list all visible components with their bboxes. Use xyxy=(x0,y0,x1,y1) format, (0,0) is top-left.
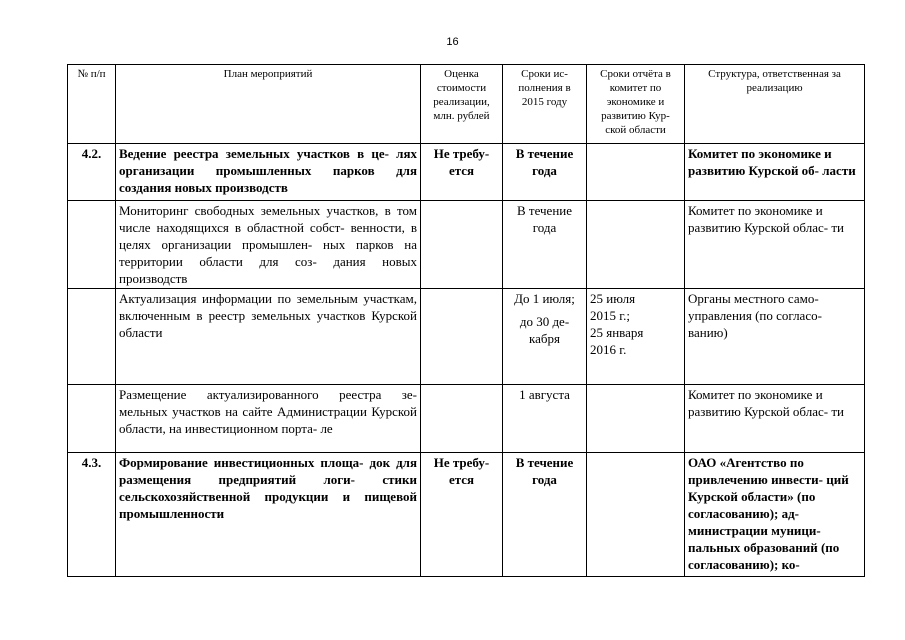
header-deadline: Сроки ис- полнения в 2015 году xyxy=(503,65,587,144)
report-year-1: 2015 г.; xyxy=(590,308,630,323)
deadline-cell: 1 августа xyxy=(503,385,587,453)
plan-cell: Мониторинг свободных земельных участков, в том числе находящихся в областной собст- венности, в целях организации промышлен- ных парков на территории области для соз- дания новых производств xyxy=(116,201,421,289)
deadline-cell: В течение года xyxy=(503,201,587,289)
deadline-cell: В течение года xyxy=(503,144,587,201)
responsible-cell: Комитет по экономике и развитию Курской облас- ти xyxy=(685,201,865,289)
plan-cell: Ведение реестра земельных участков в це- лях организации промышленных парков для создания новых производств xyxy=(116,144,421,201)
report-cell xyxy=(587,385,685,453)
responsible-cell: Комитет по экономике и развитию Курской облас- ти xyxy=(685,385,865,453)
report-cell xyxy=(587,289,685,385)
table-row xyxy=(68,144,865,201)
plan-cell: Актуализация информации по земельным участкам, включенным в реестр земельных участков Курской области xyxy=(116,289,421,385)
header-cost: Оценка стоимости реализации, млн. рублей xyxy=(421,65,503,144)
cost-cell xyxy=(421,289,503,385)
cost-cell: Не требу- ется xyxy=(421,453,503,577)
responsible-cell: Органы местного само- управления (по согласо- ванию) xyxy=(685,289,865,385)
report-year-2: 2016 г. xyxy=(590,342,627,357)
header-responsible: Структура, ответственная за реализацию xyxy=(685,65,865,144)
header-report: Сроки отчёта в комитет по экономике и развитию Кур- ской области xyxy=(587,65,685,144)
cost-cell xyxy=(421,201,503,289)
table-row xyxy=(68,201,865,289)
report-date-2: 25 января xyxy=(590,325,644,340)
responsible-cell: Комитет по экономике и развитию Курской об- ласти xyxy=(685,144,865,201)
row-number xyxy=(68,385,116,453)
action-plan-table xyxy=(67,64,865,577)
row-number xyxy=(68,289,116,385)
deadline-cell: В течение года xyxy=(503,453,587,577)
cost-cell: Не требу- ется xyxy=(421,144,503,201)
report-date-1: 25 июля xyxy=(590,291,636,306)
deadline-cell xyxy=(503,289,587,385)
row-number xyxy=(68,201,116,289)
responsible-cell: ОАО «Агентство по привлечению инвести- ций Курской области» (по согласованию); ад- министрации муници- пальных образований (по согласованию); ко- xyxy=(685,453,865,577)
report-cell xyxy=(587,453,685,577)
row-number: 4.3. xyxy=(68,453,116,577)
report-cell xyxy=(587,144,685,201)
page-number: 16 xyxy=(446,36,459,48)
plan-cell: Размещение актуализированного реестра зе- мельных участков на сайте Администрации Курской области, на инвестиционном порта- ле xyxy=(116,385,421,453)
table-row xyxy=(68,385,865,453)
table-header-row xyxy=(68,65,865,144)
table-row xyxy=(68,453,865,577)
deadline-first: До 1 июля; xyxy=(514,291,575,306)
header-num: № п/п xyxy=(68,65,116,144)
plan-cell: Формирование инвестиционных площа- док для размещения предприятий логи- стики сельскохозяйственной продукции и пищевой промышленности xyxy=(116,453,421,577)
cost-cell xyxy=(421,385,503,453)
report-cell xyxy=(587,201,685,289)
table-row xyxy=(68,289,865,385)
deadline-second: до 30 де- кабря xyxy=(519,314,570,346)
header-plan: План мероприятий xyxy=(116,65,421,144)
row-number: 4.2. xyxy=(68,144,116,201)
